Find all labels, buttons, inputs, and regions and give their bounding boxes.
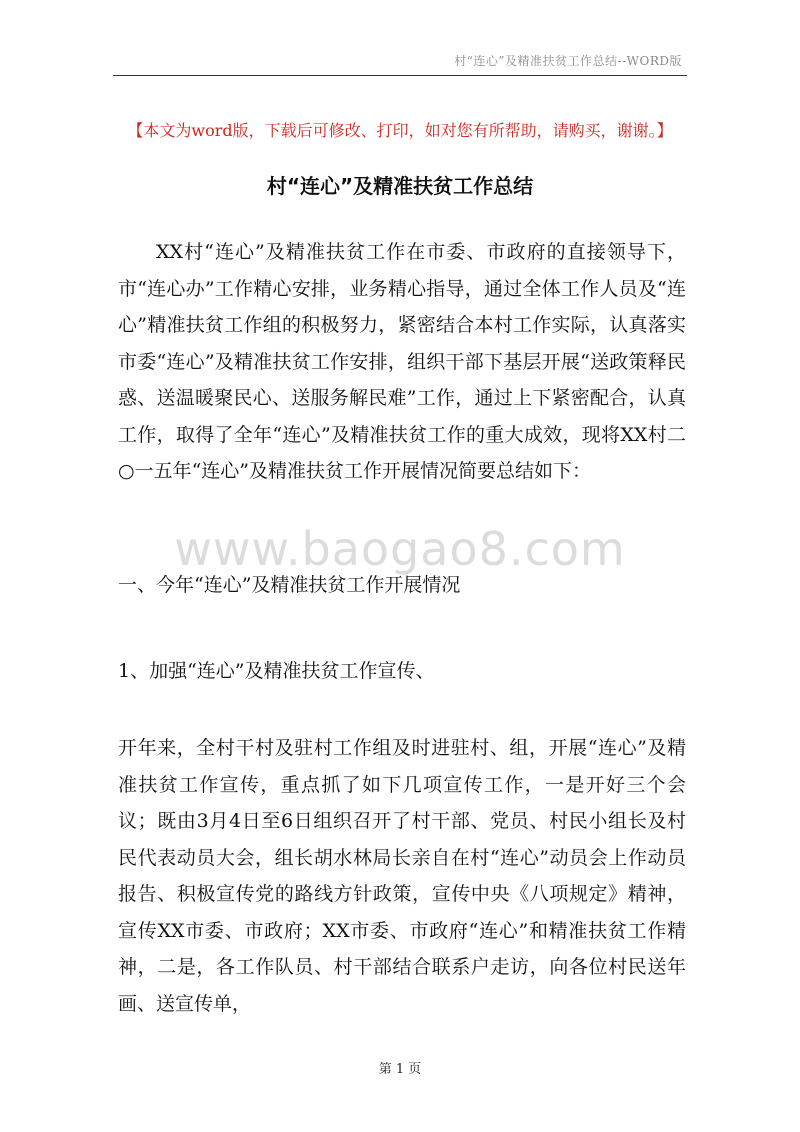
intro-paragraph: XX村“连心”及精准扶贫工作在市委、市政府的直接领导下，市“连心办”工作精心安排，业务精心指导，通过全体工作人员及“连心”精准扶贫工作组的积极努力，紧密结合本村工作实际，认真落实市委“连心”及精准扶贫工作安排，组织干部下基层开展“送政策释民惑、送温暖聚民心、送服务解民难”工作，通过上下紧密配合，认真工作，取得了全年“连心”及精准扶贫工作的重大成效，现将XX村二○一五年“连心”及精准扶贫工作开展情况简要总结如下： [118, 241, 686, 482]
body-paragraph: 开年来，全村干村及驻村工作组及时进驻村、组，开展“连心”及精准扶贫工作宣传，重点抓了如下几项宣传工作，一是开好三个会议；既由3月4日至6日组织召开了村干部、党员、村民小组长及村民代表动员大会，组长胡水林局长亲自在村“连心”动员会上作动员报告、积极宣传党的路线方针政策，宣传中央《八项规定》精神，宣传XX市委、市政府；XX市委、市政府“连心”和精准扶贫工作精神，二是，各工作队员、村干部结合联系户走访，向各位村民送年画、送宣传单， [118, 737, 686, 1015]
header-rule [113, 75, 687, 76]
download-notice: 【本文为word版，下载后可修改、打印，如对您有所帮助，请购买，谢谢。】 [127, 121, 673, 140]
page-number: 第 1 页 [378, 1062, 422, 1077]
document-title: 村“连心”及精准扶贫工作总结 [266, 174, 534, 198]
page-header-text: 村“连心”及精准扶贫工作总结--WORD版 [454, 54, 682, 68]
section-heading: 一、今年“连心”及精准扶贫工作开展情况 [118, 574, 461, 596]
watermark-text: www.baogao8.com [174, 522, 626, 576]
subsection-heading: 1、加强“连心”及精准扶贫工作宣传、 [118, 660, 435, 682]
